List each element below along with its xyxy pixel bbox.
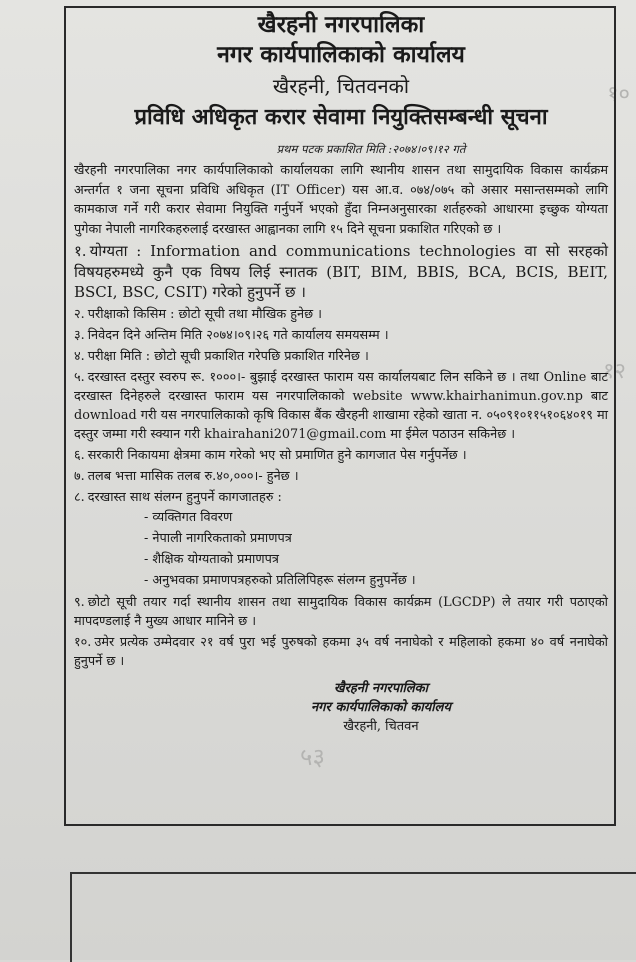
list-item: १०. उमेर प्रत्येक उम्मेदवार २१ वर्ष पुरा भई पुरुषको हकमा ३५ वर्ष ननाघेको र महिलाको हकमा ४० वर्ष ननाघेको हुनुपर्ने छ । [74, 634, 608, 669]
document-item: - अनुभवका प्रमाणपत्रहरुको प्रतिलिपिहरू संलग्न हुनुपर्नेछ । [144, 570, 608, 591]
document-item: - शैक्षिक योग्यताको प्रमाणपत्र [144, 549, 608, 570]
signature-suboffice: नगर कार्यपालिकाको कार्यालय [310, 699, 452, 715]
signature-block [74, 679, 608, 736]
notice-box [64, 6, 616, 826]
bleed-through-text: १२ [603, 359, 626, 384]
bleed-through-text: ५३ [300, 743, 325, 771]
bleed-through-text: १० [607, 82, 630, 107]
document-item: - व्यक्तिगत विवरण [144, 507, 608, 528]
office-sub: नगर कार्यपालिकाको कार्यालय [217, 41, 465, 68]
signature-location: खैरहनी, चितवन [343, 718, 419, 734]
list-item: ७. तलब भत्ता मासिक तलब रु.४०,०००।- हुनेछ । [74, 468, 299, 484]
next-ad-border [70, 872, 636, 962]
signature-office: खैरहनी नगरपालिका [333, 680, 429, 696]
list-item: २. परीक्षाको किसिम : छोटो सूची तथा मौखिक हुनेछ । [74, 306, 323, 322]
list-item: ५. दरखास्त दस्तुर स्वरुप रू. १०००।- बुझाई दरखास्त फाराम यस कार्यालयबाट लिन सकिने छ । तथा Online बाट दरखास्त दिनेहरुले दरखास्त फाराम यस नगरपालिकाको website www.khairhanimun.gov.np बाट download गरी यस नगरपालिकाको कृषि विकास बैंक खैरहनी शाखामा रहेको खाता न. ०५०९१०११५१०६४०१९ मा दस्तुर जम्मा गरी स्क्यान गरी khairahani2071@gmail.com मा ईमेल पठाउन सकिनेछ । [74, 369, 608, 442]
list-item: ८. दरखास्त साथ संलग्न हुनुपर्ने कागजातहरु : - व्यक्तिगत विवरण - नेपाली नागरिकताको प्रमाणपत्र - शैक्षिक योग्यताको प्रमाणपत्र - अनुभवका प्रमाणपत्रहरुको प्रतिलिपिहरू संलग्न हुनुपर्नेछ । [74, 488, 608, 591]
document-item: - नेपाली नागरिकताको प्रमाणपत्र [144, 528, 608, 549]
notice-title: प्रविधि अधिकृत करार सेवामा नियुक्तिसम्बन्धी सूचना [134, 104, 548, 130]
office-name: खैरहनी नगरपालिका [257, 11, 425, 38]
documents-list [74, 507, 608, 591]
list-item: १. योग्यता : Information and communications technologies वा सो सरहको विषयहरुमध्ये कुनै एक विषय लिई स्नातक (BIT, BIM, BBIS, BCA, BCIS, BEIT, BSCI, BSC, CSIT) गरेको हुनुपर्ने छ । [74, 242, 608, 301]
list-item: ४. परीक्षा मिति : छोटो सूची प्रकाशित गरेपछि प्रकाशित गरिनेछ । [74, 348, 369, 364]
list-item: ६. सरकारी निकायमा क्षेत्रमा काम गरेको भए सो प्रमाणित हुने कागजात पेस गर्नुपर्नेछ । [74, 447, 467, 463]
conditions-list [74, 241, 608, 671]
intro-paragraph: खैरहनी नगरपालिका नगर कार्यपालिकाको कार्यालयका लागि स्थानीय शासन तथा सामुदायिक विकास कार्यक्रम अन्तर्गत १ जना सूचना प्रविधि अधिकृत (IT Officer) यस आ.व. ०७४/०७५ को असार मसान्तसम्मको लागि कामकाज गर्ने गरी करार सेवामा नियुक्ति गर्नुपर्ने भएको हुँदा निम्नअनुसारका शर्तहरुको आधारमा इच्छुक योग्यता पुगेका नेपाली नागरिकहरुलाई दरखास्त आह्वानका लागि १५ दिने सूचना प्रकाशित गरिएको छ । [74, 163, 608, 237]
published-date: प्रथम पटक प्रकाशित मिति :२०७४।०९।१२ गते [276, 142, 466, 156]
list-item: ९. छोटो सूची तयार गर्दा स्थानीय शासन तथा सामुदायिक विकास कार्यक्रम (LGCDP) ले तयार गरी पठाएको मापदण्डलाई नै मुख्य आधार मानिने छ । [74, 594, 608, 629]
list-item: ३. निवेदन दिने अन्तिम मिति २०७४।०९।२६ गते कार्यालय समयसम्म । [74, 327, 389, 343]
location: खैरहनी, चितवनको [272, 74, 410, 98]
